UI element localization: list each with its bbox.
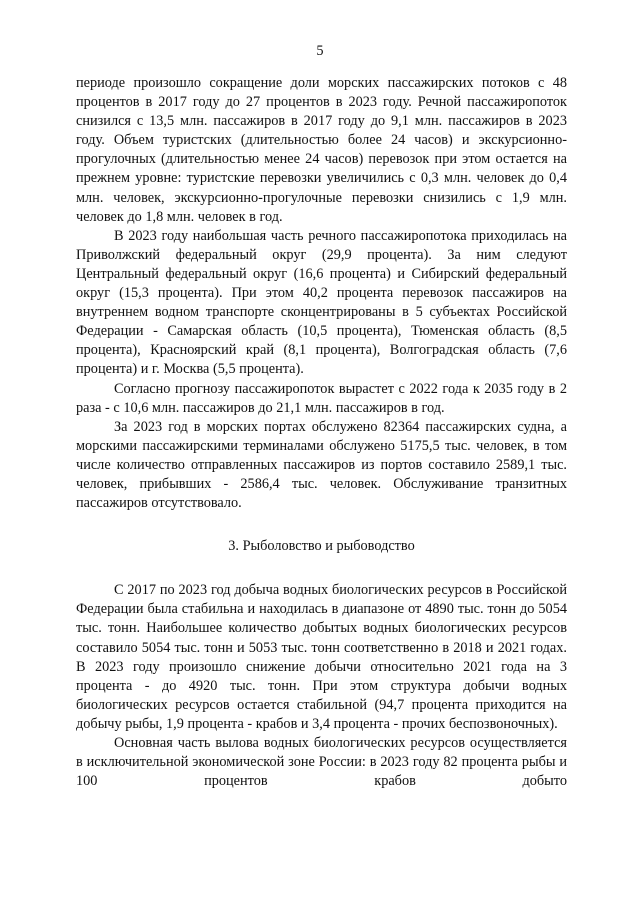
section-heading: 3. Рыболовство и рыбоводство — [228, 538, 415, 555]
paragraph-regional-distribution: В 2023 году наибольшая часть речного пассажиропотока приходилась на Приволжский федеральный округ (29,9 процента). За ним следуют Центральный федеральный округ (16,6 процента) и Сибирский федеральный округ (15,3 процента). При этом 40,2 процента перевозок пассажиров на внутреннем водном транспорте сконцентрированы в 5 субъектах Российской Федерации - Самарская область (10,5 процента), Тюменская область (8,5 процента), Красноярский край (8,1 процента), Волгоградская область (7,6 процента) и г. Москва (5,5 процента). — [76, 227, 567, 378]
page-number: 5 — [316, 43, 324, 59]
paragraph-exclusive-zone: Основная часть вылова водных биологических ресурсов осуществляется в исключительной экономической зоне России: в 2023 году 82 процента рыбы и 100 процентов крабов добыто — [76, 735, 567, 790]
paragraph-passenger-flows: периоде произошло сокращение доли морских пассажирских потоков с 48 процентов в 2017 году до 27 процентов в 2023 году. Речной пассажиропоток снизился с 13,5 млн. пассажиров в 2017 году до 9,1 млн. пассажиров в 2023 году. Объем туристских (длительностью более 24 часов) и экскурсионно-прогулочных (длительностью менее 24 часов) перевозок при этом остается на прежнем уровне: туристские перевозки увеличились с 0,3 млн. человек до 0,4 млн. человек, экскурсионно-прогулочные перевозки снизились с 1,9 млн. человек до 1,8 млн. человек в год. — [76, 75, 567, 225]
document-body — [76, 74, 567, 791]
paragraph-forecast: Согласно прогнозу пассажиропоток вырастет с 2022 года к 2035 году в 2 раза - с 10,6 млн. пассажиров до 21,1 млн. пассажиров в год. — [76, 380, 567, 416]
paragraph-fishing-volumes: С 2017 по 2023 год добыча водных биологических ресурсов в Российской Федерации была стабильна и находилась в диапазоне от 4890 тыс. тонн до 5054 тыс. тонн. Наибольшее количество добытых водных биологических ресурсов составило 5054 тыс. тонн и 5053 тыс. тонн соответственно в 2018 и 2021 годах. В 2023 году произошло снижение добычи относительно 2021 года на 3 процента - до 4920 тыс. тонн. При этом структура добычи водных биологических ресурсов остается стабильной (94,7 процента приходится на добычу рыбы, 1,9 процента - крабов и 3,4 процента - прочих беспозвоночных). — [76, 582, 567, 732]
paragraph-sea-ports: За 2023 год в морских портах обслужено 82364 пассажирских судна, а морскими пассажирскими терминалами обслужено 5175,5 тыс. человек, в том числе количество отправленных пассажиров из портов составило 2589,1 тыс. человек, прибывших - 2586,4 тыс. человек. Обслуживание транзитных пассажиров отсутствовало. — [76, 418, 567, 512]
